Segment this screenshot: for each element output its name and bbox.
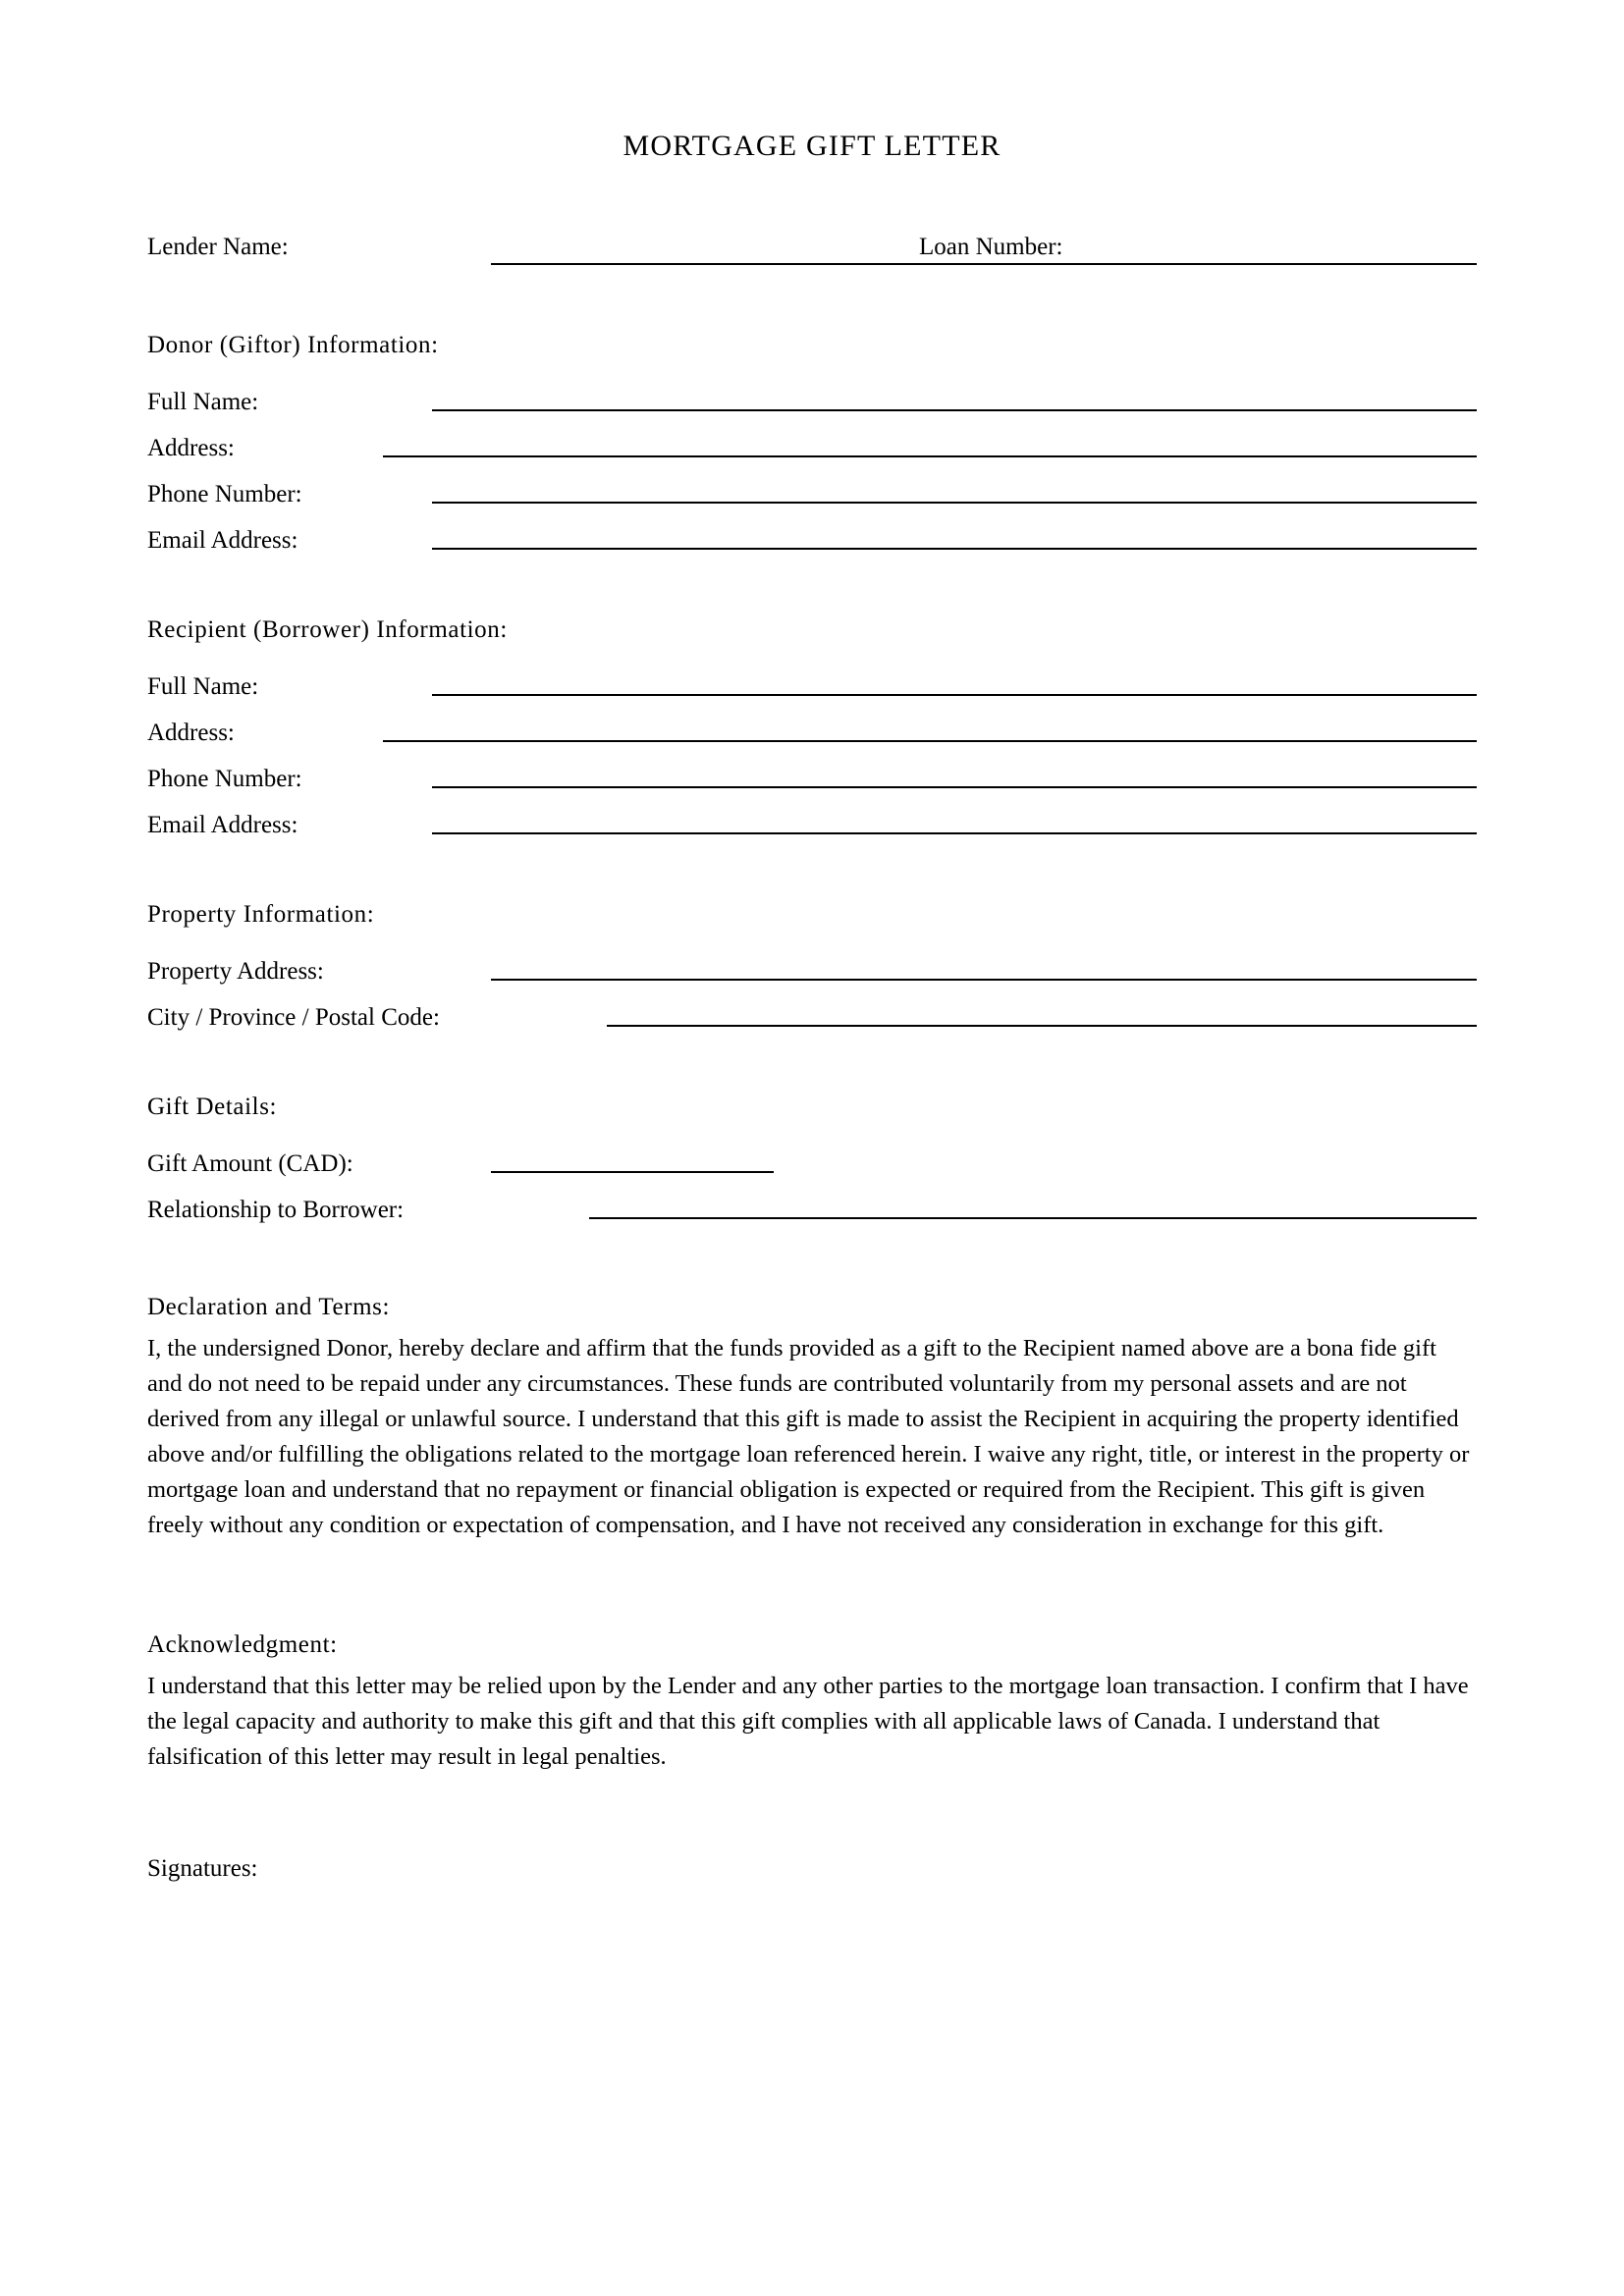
property-address-row [147,942,1477,988]
property-address-label: Property Address: [147,958,324,985]
donor-phone-label: Phone Number: [147,481,302,507]
donor-full-name-input-line[interactable] [432,409,1477,411]
recipient-email-row [147,796,1477,842]
gift-amount-label: Gift Amount (CAD): [147,1150,353,1177]
recipient-phone-input-line[interactable] [432,786,1477,788]
signatures-section [147,1855,1477,1883]
loan-number-label: Loan Number: [913,234,1068,261]
declaration-body: I, the undersigned Donor, hereby declare and affirm that the funds provided as a gift to the Recipient named above are a bona fide gift and do not need to be repaid under any circumstances. These funds are contributed voluntarily from my personal assets and are not derived from any illegal or unlawful source. I understand that this gift is made to assist the Recipient in acquiring the property identified above and/or fulfilling the obligations related to the mortgage loan referenced herein. I waive any right, title, or interest in the property or mortgage loan and understand that no repayment or financial obligation is expected or required from the Recipient. This gift is given freely without any condition or expectation of compensation, and I have not received any consideration in exchange for this gift. [147,1335,1470,1538]
donor-address-row [147,419,1477,465]
recipient-phone-label: Phone Number: [147,766,302,792]
property-city-row [147,988,1477,1035]
donor-section [147,332,1477,558]
donor-section-heading: Donor (Giftor) Information: [147,332,439,358]
recipient-email-input-line[interactable] [432,832,1477,834]
property-address-input-line[interactable] [491,979,1477,981]
donor-email-label: Email Address: [147,527,298,554]
acknowledgment-heading: Acknowledgment: [147,1631,338,1658]
lender-loan-row [147,218,1477,273]
recipient-full-name-label: Full Name: [147,673,259,700]
gift-details-heading: Gift Details: [147,1094,278,1120]
lender-name-input-line[interactable] [491,263,1477,265]
donor-address-input-line[interactable] [383,455,1477,457]
property-section-heading: Property Information: [147,901,375,928]
recipient-address-label: Address: [147,720,235,746]
acknowledgment-section [147,1631,1477,1775]
recipient-section [147,616,1477,842]
donor-full-name-label: Full Name: [147,389,259,415]
recipient-email-label: Email Address: [147,812,298,838]
donor-email-row [147,511,1477,558]
recipient-phone-row [147,750,1477,796]
recipient-full-name-row [147,658,1477,704]
gift-amount-input-line[interactable] [491,1171,774,1173]
lender-name-label: Lender Name: [147,234,289,260]
donor-phone-row [147,465,1477,511]
donor-address-label: Address: [147,435,235,461]
gift-details-section [147,1094,1477,1227]
property-section [147,901,1477,1035]
relationship-row [147,1181,1477,1227]
donor-phone-input-line[interactable] [432,502,1477,504]
relationship-input-line[interactable] [589,1217,1477,1219]
acknowledgment-body: I understand that this letter may be relied upon by the Lender and any other parties to the mortgage loan transaction. I confirm that I have the legal capacity and authority to make this gift and that this gift complies with all applicable laws of Canada. I understand that falsification of this letter may result in legal penalties. [147,1673,1469,1770]
donor-full-name-row [147,373,1477,419]
recipient-address-input-line[interactable] [383,740,1477,742]
property-city-input-line[interactable] [607,1025,1477,1027]
declaration-section [147,1294,1477,1543]
relationship-label: Relationship to Borrower: [147,1197,405,1223]
recipient-section-heading: Recipient (Borrower) Information: [147,616,508,643]
declaration-heading: Declaration and Terms: [147,1294,391,1320]
recipient-full-name-input-line[interactable] [432,694,1477,696]
property-city-label: City / Province / Postal Code: [147,1004,440,1031]
recipient-address-row [147,704,1477,750]
gift-amount-row [147,1135,1477,1181]
donor-email-input-line[interactable] [432,548,1477,550]
page-title: MORTGAGE GIFT LETTER [623,130,1001,162]
signatures-heading: Signatures: [147,1855,258,1882]
